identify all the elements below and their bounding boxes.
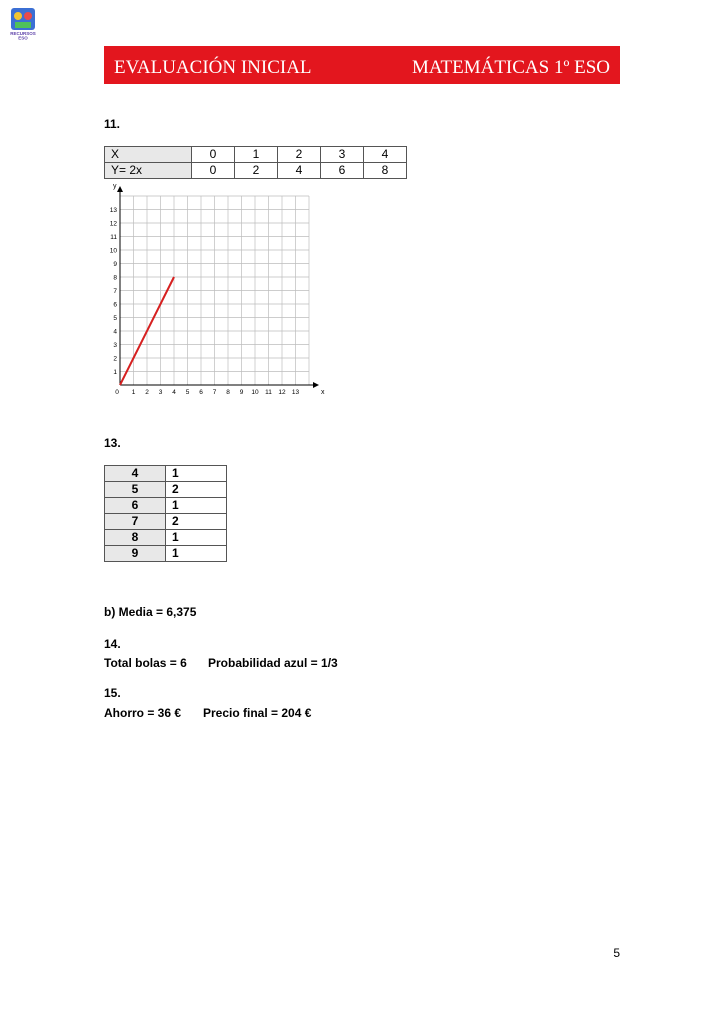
y-tick-label: 2 xyxy=(113,355,117,363)
table-cell: 9 xyxy=(105,546,166,562)
table-cell: 1 xyxy=(235,147,278,163)
x-tick-label: 7 xyxy=(212,389,217,396)
table-row xyxy=(105,546,227,562)
chart-ticks xyxy=(110,183,325,396)
table-cell: 4 xyxy=(364,147,407,163)
page-number: 5 xyxy=(613,946,620,960)
question-13-label: 13. xyxy=(104,436,121,450)
x-tick-label: 6 xyxy=(199,389,203,396)
frequency-table xyxy=(104,465,227,562)
x-axis-arrow xyxy=(313,382,319,388)
table-row xyxy=(105,514,227,530)
function-graph xyxy=(100,183,330,400)
x-tick-label: 0 xyxy=(115,389,119,396)
table-cell: 5 xyxy=(105,482,166,498)
table-cell: 1 xyxy=(166,466,227,482)
table-row xyxy=(105,147,407,163)
logo xyxy=(8,6,38,40)
probabilidad-answer: Probabilidad azul = 1/3 xyxy=(208,656,338,670)
table-cell: 8 xyxy=(105,530,166,546)
x-tick-label: 4 xyxy=(172,389,176,396)
y-tick-label: 4 xyxy=(113,328,117,336)
x-tick-label: 1 xyxy=(131,389,136,396)
table-cell: 0 xyxy=(192,163,235,179)
table-row xyxy=(105,482,227,498)
table-cell: 3 xyxy=(321,147,364,163)
y-tick-label: 1 xyxy=(113,369,117,376)
total-bolas-answer: Total bolas = 6 xyxy=(104,656,187,670)
y-tick-label: 3 xyxy=(113,342,117,349)
y-axis-label: y xyxy=(113,183,117,190)
table-row xyxy=(105,530,227,546)
y-tick-label: 6 xyxy=(113,301,117,309)
function-table xyxy=(104,146,407,179)
question-11-label: 11. xyxy=(104,117,121,131)
y-axis-arrow xyxy=(117,186,123,192)
table-row xyxy=(105,163,407,179)
table-cell: 4 xyxy=(278,163,321,179)
y-tick-label: 7 xyxy=(113,288,117,295)
table-cell: 2 xyxy=(235,163,278,179)
table-row xyxy=(105,466,227,482)
y-tick-label: 9 xyxy=(113,261,117,268)
y-tick-label: 5 xyxy=(113,315,117,322)
precio-final-answer: Precio final = 204 € xyxy=(203,706,312,720)
chart-grid xyxy=(120,196,309,385)
x-tick-label: 8 xyxy=(226,389,230,396)
y-tick-label: 10 xyxy=(109,247,117,255)
ahorro-answer: Ahorro = 36 € xyxy=(104,706,182,720)
table-cell: 2 xyxy=(278,147,321,163)
table-cell: 1 xyxy=(166,546,227,562)
x-tick-label: 10 xyxy=(251,389,259,396)
y-tick-label: 11 xyxy=(110,234,117,241)
table-cell: X xyxy=(105,147,192,163)
table-cell: 2 xyxy=(166,514,227,530)
y-tick-label: 12 xyxy=(109,220,117,228)
table-cell: 8 xyxy=(364,163,407,179)
media-answer: b) Media = 6,375 xyxy=(104,605,197,619)
x-tick-label: 2 xyxy=(145,389,149,396)
header-banner xyxy=(104,46,620,84)
header-left-title: EVALUACIÓN INICIAL xyxy=(114,57,312,78)
header-right-title: MATEMÁTICAS 1º ESO xyxy=(411,57,610,78)
y-tick-label: 8 xyxy=(113,274,117,282)
table-cell: Y= 2x xyxy=(105,163,192,179)
x-tick-label: 5 xyxy=(185,389,190,396)
question-15-label: 15. xyxy=(104,686,121,700)
table-cell: 1 xyxy=(166,530,227,546)
question-14-label: 14. xyxy=(104,637,121,651)
x-tick-label: 9 xyxy=(239,389,244,396)
table-cell: 1 xyxy=(166,498,227,514)
table-cell: 7 xyxy=(105,514,166,530)
y-tick-label: 13 xyxy=(109,207,117,214)
table-cell: 6 xyxy=(321,163,364,179)
x-tick-label: 13 xyxy=(291,389,300,396)
table-cell: 6 xyxy=(105,498,166,514)
table-cell: 4 xyxy=(105,466,166,482)
svg-text:RECURSOS: RECURSOS xyxy=(10,31,36,36)
table-cell: 2 xyxy=(166,482,227,498)
x-tick-label: 12 xyxy=(278,389,286,396)
table-row xyxy=(105,498,227,514)
table-cell: 0 xyxy=(192,147,235,163)
x-tick-label: 11 xyxy=(265,389,272,396)
svg-text:ESO: ESO xyxy=(18,35,28,41)
x-tick-label: 3 xyxy=(158,389,163,396)
x-axis-label: x xyxy=(321,389,325,396)
